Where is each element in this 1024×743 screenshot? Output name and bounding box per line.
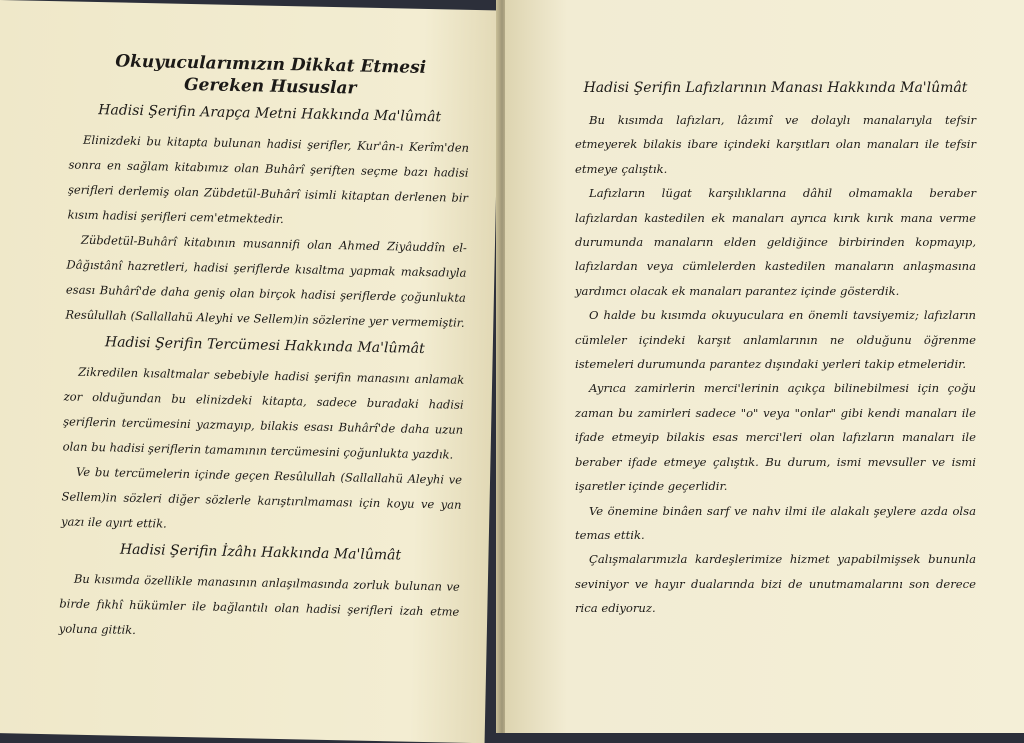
paragraph: Lafızların lügat karşılıklarına dâhil olmamakla beraber lafızlardan kastedilen ek manaları ayrıca kırık kırık mana verme durumunda manaların elden geldiğince birbirinden kopmayıp, lafızlardan veya cümlelerden kastedilen manaların anlaşmasına yardımcı olacak ek manaları parantez içinde gösterdik. [575,186,976,298]
page-title [70,49,471,101]
paragraph: O halde bu kısımda okuyuculara en önemli tavsiyemiz; lafızların cümleler içindeki karşıt anlamlarının ne olduğunu öğrenme istemeleri durumunda parantez dışındaki yerleri takip etmeleridir. [575,308,976,372]
paragraph: Elinizdeki bu kitapta bulunan hadisi şerifler, Kur'ân-ı Kerîm'den sonra en sağlam kitabımız olan Buhârî şeriften seçme bazı hadisi şerifleri derlemiş olan Zübdetül-Buhârî isimli kitaptan derlenen bir kısım hadisi şerifleri cem'etmektedir. [67,132,470,226]
left-page [0,0,500,743]
paragraph: Zikredilen kısaltmalar sebebiyle hadisi şerifin manasını anlamak zor olduğundan bu elinizdeki kitapta, sadece buradaki hadisi şeriflerin tercümesini yazmayıp, bilakis esası Buhârî'de daha uzun olan bu hadisi şeriflerin tamamının tercümesini çoğunlukta yazdık. [62,364,465,462]
paragraph: Zübdetül-Buhârî kitabının musannifi olan Ahmed Ziyâuddîn el-Dâğıstânî hazretleri, hadisi şeriflerde kısaltma yapmak maksadıyla esası Buhârî'de daha geniş olan birçok hadisi şeriflerde çoğunlukta Resûlullah (Sallallahü Aleyhi ve Sellem)in sözlerine yer vermemiştir. [65,232,468,330]
section-heading-arabic-text: Hadisi Şerifin Arapça Metni Hakkında Ma'lûmât [98,102,442,126]
section-heading-explanation: Hadisi Şerifin İzâhı Hakkında Ma'lûmât [119,541,402,564]
title-line-2: Gereken Hususlar [183,74,357,99]
paragraph: Ayrıca zamirlerin merci'lerinin açıkça bilinebilmesi için çoğu zaman bu zamirleri sadece "o" veya "onlar" gibi kendi manaları ile ifade etmeyip bilakis esas merci'leri olan lafızların manaları ile beraber ifade etmeye çalıştık. Bu durum, ismi mevsuller ve ismi işaretler içinde geçerlidir. [575,381,976,494]
paragraph: Bu kısımda lafızları, lâzımî ve dolaylı manalarıyla tefsir etmeyerek bilakis ibare içindeki karşıtları olan manaları ile tefsir etmeye çalıştık. [575,113,976,176]
section-heading-word-meanings: Hadisi Şerifin Lafızlarının Manası Hakkında Ma'lûmât [583,80,968,96]
paragraph: Bu kısımda özellikle manasının anlaşılmasında zorluk bulunan ve birde fıkhî hükümler ile bağlantılı olan hadisi şerifleri izah etme yoluna gittik. [58,571,460,637]
paragraph: Ve bu tercümelerin içinde geçen Resûlullah (Sallallahü Aleyhi ve Sellem)in sözleri diğer sözlerle karıştırılmaması için koyu ve yan yazı ile ayırt ettik. [60,464,463,531]
paragraph: Çalışmalarımızla kardeşlerimize hizmet yapabilmişsek bununla seviniyor ve hayır dualarında bizi de unutmamalarını son derece rica ediyoruz. [575,552,976,616]
right-page [505,0,1024,733]
section-heading-translation: Hadisi Şerifin Tercümesi Hakkında Ma'lûmât [104,334,425,357]
paragraph: Ve önemine binâen sarf ve nahv ilmi ile alakalı şeylere azda olsa temas ettik. [575,503,976,542]
title-line-1: Okuyucularımızın Dikkat Etmesi [115,51,427,78]
